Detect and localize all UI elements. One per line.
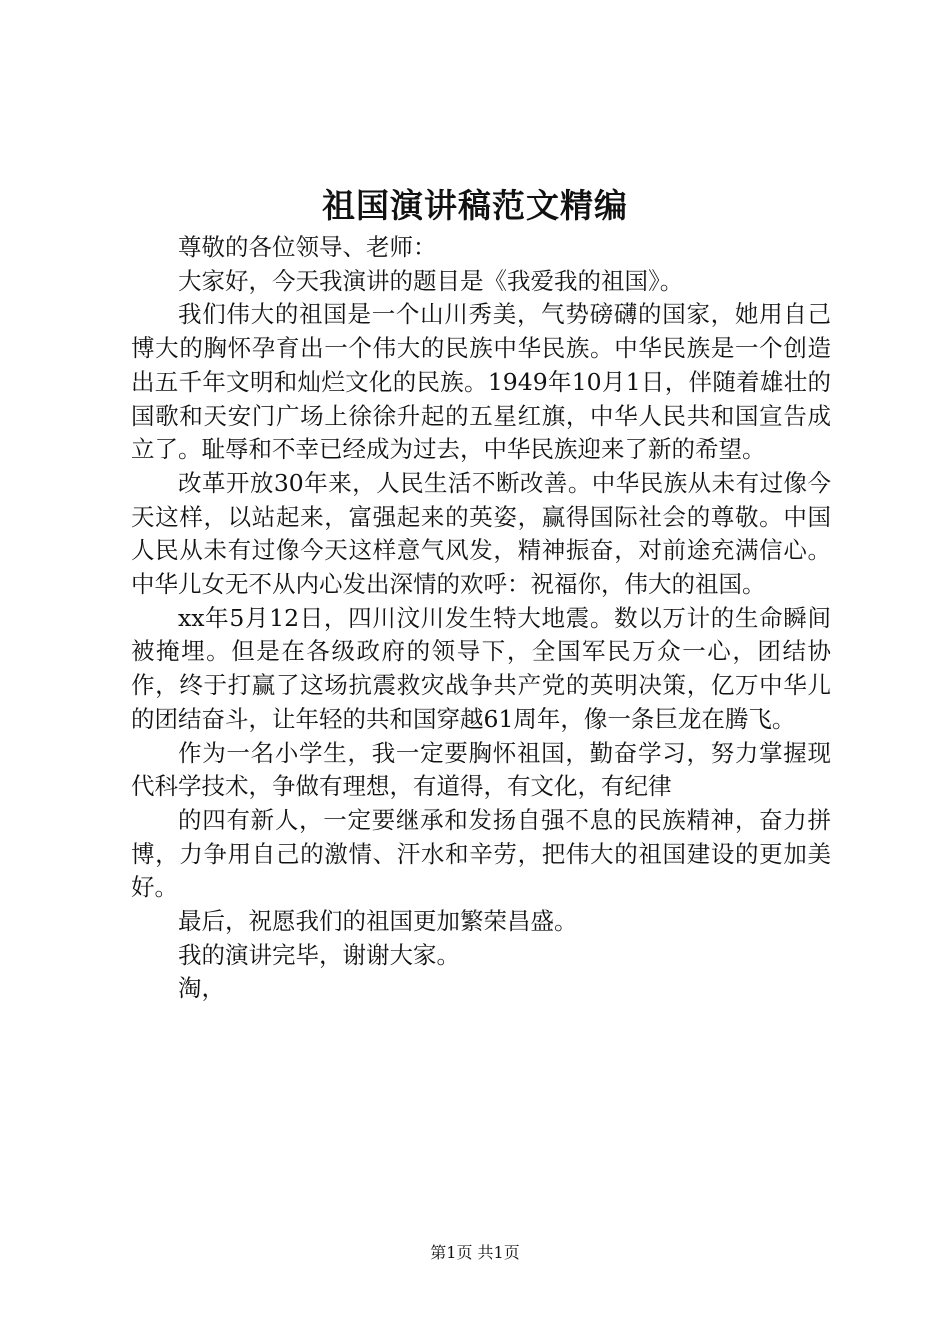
paragraph-greeting: 大家好，今天我演讲的题目是《我爱我的祖国》。 <box>178 266 684 295</box>
paragraph-earthquake: xx年5月12日，四川汶川发生特大地震。数以万计的生命瞬间被掩埋。但是在各级政府的领导下，全国军民万众一心，团结协作，终于打赢了这场抗震救灾战争共产党的英明决策，亿万中华儿的团结奋斗，让年轻的共和国穿越61周年，像一条巨龙在腾飞。 <box>131 603 831 733</box>
page-number: 第1页 共1页 <box>430 1243 520 1262</box>
paragraph-student: 作为一名小学生，我一定要胸怀祖国，勤奋学习，努力掌握现代科学技术，争做有理想，有道得，有文化，有纪律 <box>131 738 831 801</box>
document-title: 祖国演讲稿范文精编 <box>322 186 628 225</box>
paragraph-closing: 我的演讲完毕，谢谢大家。 <box>178 940 460 969</box>
paragraph-wish: 最后，祝愿我们的祖国更加繁荣昌盛。 <box>178 907 578 936</box>
paragraph-fragment: 淘， <box>178 974 225 1003</box>
document-body <box>131 231 831 1006</box>
paragraph-reform: 改革开放30年来，人民生活不断改善。中华民族从未有过像今天这样，以站起来，富强起来的英姿，赢得国际社会的尊敬。中国人民从未有过像今天这样意气风发，精神振奋，对前途充满信心。中华儿女无不从内心发出深情的欢呼：祝福你，伟大的祖国。 <box>131 468 831 599</box>
paragraph-new-people: 的四有新人，一定要继承和发扬自强不息的民族精神，奋力拼博，力争用自己的激情、汗水和辛劳，把伟大的祖国建设的更加美好。 <box>131 805 831 902</box>
paragraph-salutation: 尊敬的各位领导、老师： <box>178 233 437 261</box>
paragraph-motherland: 我们伟大的祖国是一个山川秀美，气势磅礴的国家，她用自己博大的胸怀孕育出一个伟大的民族中华民族。中华民族是一个创造出五千年文明和灿烂文化的民族。1949年10月1日，伴随着雄壮的国歌和天安门广场上徐徐升起的五星红旗，中华人民共和国宣告成立了。耻辱和不幸已经成为过去，中华民族迎来了新的希望。 <box>131 300 831 464</box>
